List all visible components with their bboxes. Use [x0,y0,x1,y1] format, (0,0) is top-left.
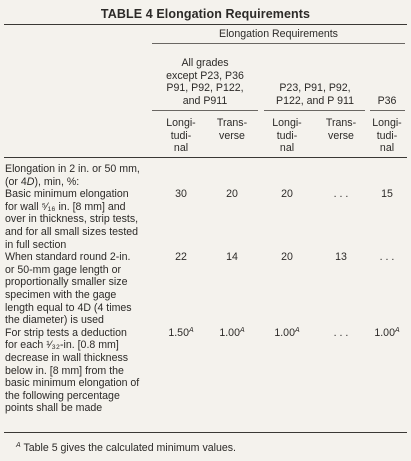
spanner-rule [152,43,405,44]
subheader-transverse-2: Trans- verse [325,117,357,142]
cell-value: . . . [333,327,349,339]
cell-value: 30 [175,188,187,200]
group-rule-3 [370,110,405,111]
footnote-mark: A [16,442,21,449]
table-footnote: $^A$ Table 5 gives the calculated minimum values. [16,442,237,454]
group-header-p23: P23, P91, P92, P122, and P 911 [276,82,354,107]
subheader-longitudinal-3: Longi- tudi- nal [372,117,402,155]
spanner-header: Elongation Requirements [219,28,338,40]
cell-value: $1.00^A$ [219,327,245,339]
top-rule [4,24,407,25]
group-rule-1 [152,110,258,111]
cell-value: $1.00^A$ [374,327,400,339]
group-header-all-grades: All grades except P23, P36 P91, P92, P122, and P911 [166,57,244,107]
table-title: TABLE 4 Elongation Requirements [100,7,311,21]
row-labels [5,163,155,415]
bottom-rule [4,432,407,433]
cell-value: . . . [379,251,395,263]
intro-line: Elongation in 2 in. or 50 mm, [5,163,140,175]
cell-value: 22 [175,251,187,263]
cell-value: 20 [226,188,238,200]
intro-line: (or 4D), min, %: [5,175,80,188]
row-label-round: When standard round 2-in. or 50-mm gage length or proportionally smaller size specimen with the gage length equal to 4D (4 times the diameter) is used [5,251,132,327]
subheader-transverse-1: Trans- verse [216,117,248,142]
group-header-p36: P36 [377,95,397,107]
cell-value: 20 [281,251,293,263]
cell-value: $1.00^A$ [274,327,300,339]
subheader-longitudinal-1: Longi- tudi- nal [166,117,196,155]
header-bottom-rule [4,157,407,158]
row-label-basic: Basic minimum elongation for wall ⁵⁄₁₆ in. [8 mm] and over in thickness, strip tests, and for all small sizes tested in full section [5,188,139,251]
cell-value: 14 [226,251,238,263]
cell-value: $1.50^A$ [168,327,194,339]
cell-value: . . . [333,188,349,200]
subheader-longitudinal-2: Longi- tudi- nal [272,117,302,155]
cell-value: 15 [381,188,393,200]
row-label-strip: For strip tests a deduction for each ¹⁄₃₂-in. [0.8 mm] decrease in wall thickness below in. [8 mm] from the basic minimum elongation of the following percentage points shall be made [5,326,140,415]
cell-value: 13 [335,251,347,263]
group-rule-2 [264,110,365,111]
cell-value: 20 [281,188,293,200]
